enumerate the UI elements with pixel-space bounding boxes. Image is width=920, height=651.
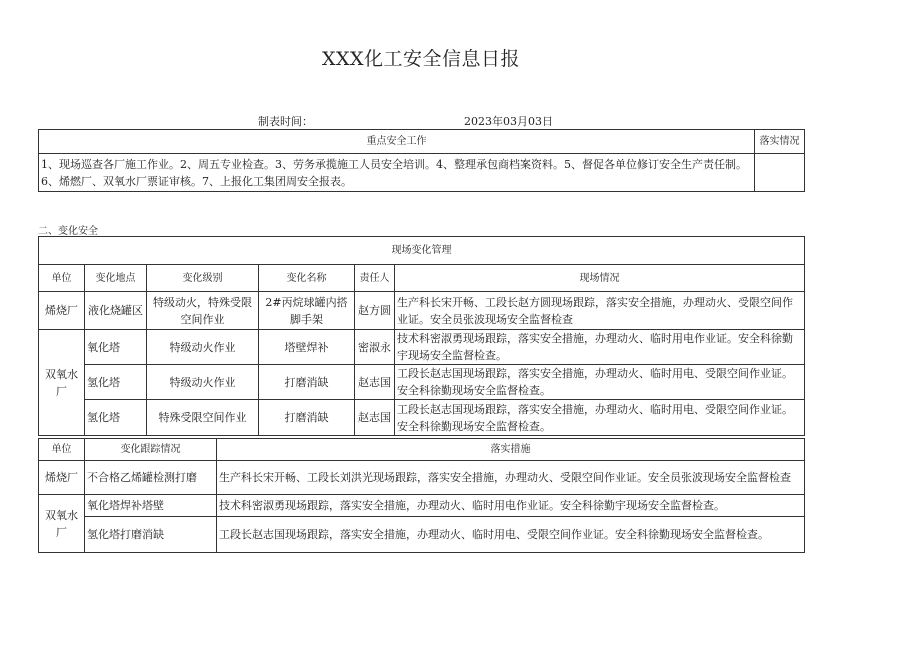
section-title: 二、变化安全 bbox=[38, 226, 98, 237]
location-cell: 氢化塔 bbox=[85, 400, 147, 436]
level-cell: 特殊受限空间作业 bbox=[147, 400, 259, 436]
level-cell: 特级动火作业 bbox=[147, 330, 259, 365]
date-label: 制表时间： bbox=[258, 115, 313, 128]
key-work-table bbox=[38, 129, 805, 192]
location-cell: 氢化塔 bbox=[85, 365, 147, 400]
table-row bbox=[39, 400, 805, 436]
header-measures: 落实措施 bbox=[217, 439, 805, 461]
date-value: 2023年03月03日 bbox=[464, 115, 553, 128]
unit-cell: 烯烧厂 bbox=[39, 461, 85, 495]
name-cell: 打磨消缺 bbox=[259, 400, 355, 436]
status-header: 落实情况 bbox=[755, 130, 805, 154]
change-management-table bbox=[38, 236, 805, 436]
measures-cell: 工段长赵志国现场跟踪，落实安全措施，办理动火、临时用电、受限空间作业证。安全科徐勤现场安全监督检查。 bbox=[217, 517, 805, 553]
tracking-cell: 不合格乙烯罐检测打磨 bbox=[85, 461, 217, 495]
header-name: 变化名称 bbox=[259, 265, 355, 292]
measures-cell: 生产科长宋开畅、工段长刘洪光现场跟踪，落实安全措施，办理动火、受限空间作业证。安全员张波现场安全监督检查 bbox=[217, 461, 805, 495]
header-level: 变化级别 bbox=[147, 265, 259, 292]
unit-cell: 双氧水厂 bbox=[39, 330, 85, 436]
table-row bbox=[39, 365, 805, 400]
situation-cell: 工段长赵志国现场跟踪，落实安全措施，办理动火、临时用电、受限空间作业证。安全科徐勤现场安全监督检查。 bbox=[395, 400, 805, 436]
table-row bbox=[39, 517, 805, 553]
person-cell: 密淑永 bbox=[355, 330, 395, 365]
name-cell: 打磨消缺 bbox=[259, 365, 355, 400]
person-cell: 赵志国 bbox=[355, 365, 395, 400]
header-situation: 现场情况 bbox=[395, 265, 805, 292]
level-cell: 特级动火，特殊受限空间作业 bbox=[147, 292, 259, 330]
situation-cell: 技术科密淑勇现场跟踪，落实安全措施，办理动火、临时用电作业证。安全科徐勤宇现场安全监督检查。 bbox=[395, 330, 805, 365]
tracking-cell: 氢化塔打磨消缺 bbox=[85, 517, 217, 553]
name-cell: 2#丙烷球罐内搭脚手架 bbox=[259, 292, 355, 330]
situation-cell: 工段长赵志国现场跟踪，落实安全措施，办理动火、临时用电、受限空间作业证。安全科徐勤现场安全监督检查。 bbox=[395, 365, 805, 400]
table-row bbox=[39, 495, 805, 517]
key-work-content: 1、现场巡查各厂施工作业。2、周五专业检查。3、劳务承揽施工人员安全培训。4、整理承包商档案资料。5、督促各单位修订安全生产责任制。6、烯燃厂、双氧水厂票证审核。7、上报化工集团周安全报表。 bbox=[39, 154, 755, 192]
table-row bbox=[39, 330, 805, 365]
unit-cell: 双氧水厂 bbox=[39, 495, 85, 553]
header-tracking: 变化跟踪情况 bbox=[85, 439, 217, 461]
person-cell: 赵志国 bbox=[355, 400, 395, 436]
location-cell: 氧化塔 bbox=[85, 330, 147, 365]
report-title: XXX化工安全信息日报 bbox=[321, 48, 521, 70]
tracking-cell: 氧化塔焊补塔壁 bbox=[85, 495, 217, 517]
change-mgmt-title: 现场变化管理 bbox=[39, 237, 805, 265]
header-location: 变化地点 bbox=[85, 265, 147, 292]
header-person: 责任人 bbox=[355, 265, 395, 292]
unit-cell: 烯烧厂 bbox=[39, 292, 85, 330]
measures-cell: 技术科密淑勇现场跟踪，落实安全措施，办理动火、临时用电作业证。安全科徐勤宇现场安全监督检查。 bbox=[217, 495, 805, 517]
table-row bbox=[39, 292, 805, 330]
table-row bbox=[39, 461, 805, 495]
key-work-status bbox=[755, 154, 805, 192]
situation-cell: 生产科长宋开畅、工段长赵方圆现场跟踪，落实安全措施，办理动火、受限空间作业证。安全员张波现场安全监督检查 bbox=[395, 292, 805, 330]
header-unit: 单位 bbox=[39, 439, 85, 461]
key-work-header: 重点安全工作 bbox=[39, 130, 755, 154]
level-cell: 特级动火作业 bbox=[147, 365, 259, 400]
header-unit: 单位 bbox=[39, 265, 85, 292]
location-cell: 液化烧罐区 bbox=[85, 292, 147, 330]
change-tracking-table bbox=[38, 438, 805, 553]
name-cell: 塔壁焊补 bbox=[259, 330, 355, 365]
person-cell: 赵方圆 bbox=[355, 292, 395, 330]
